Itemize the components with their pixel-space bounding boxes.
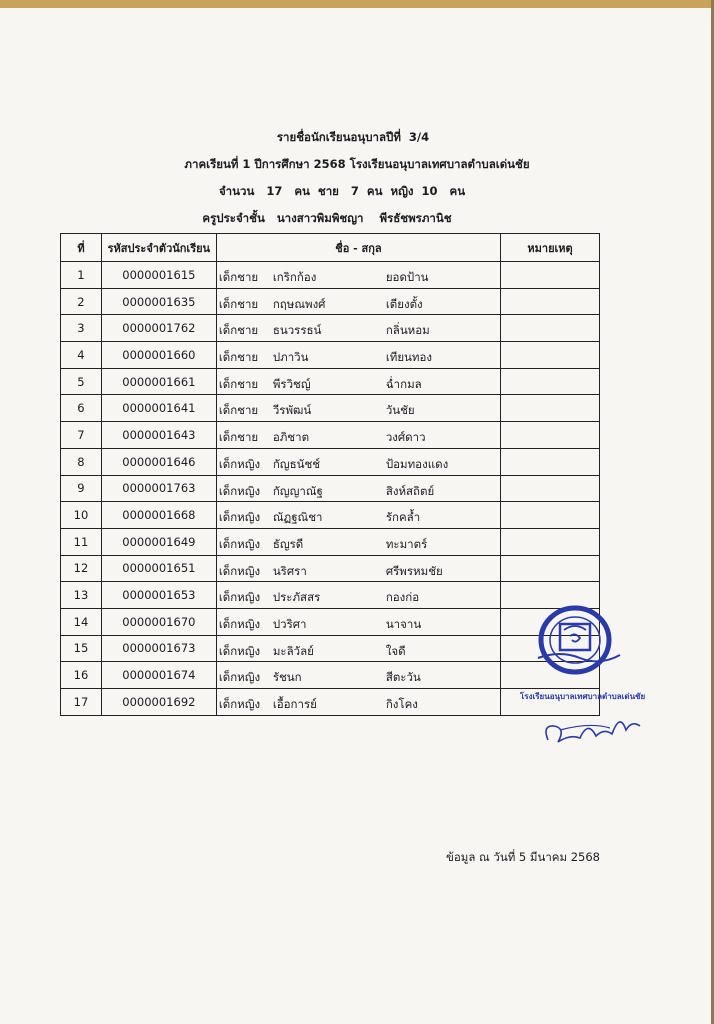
first-name: ปภาวิน [272,350,309,365]
remark-cell [501,395,600,422]
last-name: รักคล้ำ [385,510,421,525]
row-number: 4 [61,342,102,369]
student-name-cell [216,608,500,635]
table-row [61,288,600,315]
student-name-cell [216,502,500,529]
student-roster-table [60,233,600,716]
name-prefix: เด็กหญิง [218,616,261,631]
row-number: 6 [61,395,102,422]
row-number: 14 [61,608,102,635]
table-row [61,342,600,369]
first-name: วีรพัฒน์ [272,403,312,418]
student-id: 0000001674 [101,662,216,689]
teacher-line: ครูประจำชั้น นางสาวพิมพิชญา พีรธัชพรภานิช [202,211,452,225]
table-row [61,448,600,475]
first-name: เอื้อการย์ [272,697,317,711]
student-id: 0000001763 [101,475,216,502]
student-id: 0000001641 [101,395,216,422]
remark-cell [501,555,600,582]
table-row [61,262,600,289]
school-seal-icon [520,600,640,695]
last-name: ทะมาตร์ [385,536,428,551]
name-prefix: เด็กหญิง [218,483,261,498]
table-row [61,395,600,422]
student-id: 0000001649 [101,528,216,555]
name-prefix: เด็กหญิง [218,643,261,658]
col-header-name: ชื่อ - สกุล [216,234,500,262]
table-row [61,528,600,555]
student-name-cell [216,422,500,449]
last-name: กิงโคง [385,697,418,711]
student-name-cell [216,368,500,395]
last-name: สีตะวัน [385,670,421,685]
name-prefix: เด็กชาย [218,376,259,391]
first-name: ธัญรดี [272,536,304,551]
table-row [61,689,600,716]
signature-mark-icon [540,700,650,750]
student-id: 0000001670 [101,608,216,635]
row-number: 9 [61,475,102,502]
last-name: ศรีพรหมชัย [385,563,443,578]
col-header-remark: หมายเหตุ [501,234,600,262]
name-prefix: เด็กหญิง [218,563,261,578]
student-id: 0000001643 [101,422,216,449]
remark-cell [501,368,600,395]
table-row [61,502,600,529]
first-name: ประภัสสร [272,590,321,605]
student-count-line: จำนวน 17 คน ชาย 7 คน หญิง 10 คน [218,184,466,198]
name-prefix: เด็กหญิง [218,456,261,471]
student-name-cell [216,262,500,289]
table-row [61,368,600,395]
table-row [61,422,600,449]
name-prefix: เด็กชาย [218,403,259,418]
table-row [61,662,600,689]
signature [540,700,650,754]
row-number: 3 [61,315,102,342]
term-line: ภาคเรียนที่ 1 ปีการศึกษา 2568 โรงเรียนอนุบาลเทศบาลตำบลเด่นชัย [184,157,530,171]
first-name: พีรวิชญ์ [272,376,311,391]
student-name-cell [216,342,500,369]
remark-cell [501,422,600,449]
table-row [61,315,600,342]
last-name: ป้อมทองแดง [385,456,449,471]
table-row [61,608,600,635]
student-id: 0000001653 [101,582,216,609]
row-number: 5 [61,368,102,395]
row-number: 16 [61,662,102,689]
scan-top-edge [0,0,714,8]
row-number: 11 [61,528,102,555]
row-number: 10 [61,502,102,529]
row-number: 15 [61,635,102,662]
row-number: 7 [61,422,102,449]
student-name-cell [216,662,500,689]
student-id: 0000001661 [101,368,216,395]
remark-cell [501,448,600,475]
name-prefix: เด็กชาย [218,296,259,311]
first-name: ณัฏฐณิชา [272,510,323,525]
name-prefix: เด็กชาย [218,270,259,284]
table-row [61,475,600,502]
school-stamp [520,600,640,699]
remark-cell [501,528,600,555]
first-name: ปวริศา [272,616,307,631]
first-name: มะลิวัลย์ [272,643,314,658]
student-name-cell [216,475,500,502]
row-number: 8 [61,448,102,475]
last-name: ใจดี [385,643,406,658]
student-id: 0000001660 [101,342,216,369]
remark-cell [501,342,600,369]
name-prefix: เด็กหญิง [218,590,261,605]
table-row [61,582,600,609]
data-date-note: ข้อมูล ณ วันที่ 5 มีนาคม 2568 [446,850,600,864]
first-name: อภิชาต [272,430,310,445]
row-number: 2 [61,288,102,315]
name-prefix: เด็กชาย [218,350,259,365]
col-header-number: ที่ [61,234,102,262]
name-prefix: เด็กหญิง [218,697,261,711]
table-row [61,555,600,582]
student-id: 0000001762 [101,315,216,342]
student-name-cell [216,528,500,555]
first-name: กัญญาณัฐ [272,483,323,498]
student-id: 0000001635 [101,288,216,315]
row-number: 13 [61,582,102,609]
first-name: นริศรา [272,563,307,578]
student-id: 0000001692 [101,689,216,716]
table-header-row [61,234,600,262]
name-prefix: เด็กชาย [218,430,259,445]
student-id: 0000001651 [101,555,216,582]
remark-cell [501,475,600,502]
student-name-cell [216,635,500,662]
remark-cell [501,315,600,342]
stamp-school-name: โรงเรียนอนุบาลเทศบาลตำบลเด่นชัย [520,692,646,701]
last-name: วันชัย [385,403,415,418]
last-name: เทียนทอง [385,350,433,365]
last-name: ยอดป้าน [385,270,429,284]
remark-cell [501,262,600,289]
student-name-cell [216,288,500,315]
student-name-cell [216,448,500,475]
student-name-cell [216,395,500,422]
first-name: กฤษณพงศ์ [272,296,326,311]
name-prefix: เด็กชาย [218,323,259,338]
remark-cell [501,288,600,315]
student-name-cell [216,689,500,716]
student-id: 0000001668 [101,502,216,529]
first-name: รัชนก [272,670,302,685]
last-name: วงศ์ดาว [385,430,426,445]
document-header [0,124,714,232]
last-name: กลิ่นหอม [385,323,430,338]
student-id: 0000001646 [101,448,216,475]
student-name-cell [216,555,500,582]
student-name-cell [216,582,500,609]
name-prefix: เด็กหญิง [218,670,261,685]
first-name: กัญธนัชช์ [272,456,321,471]
student-name-cell [216,315,500,342]
name-prefix: เด็กหญิง [218,536,261,551]
row-number: 12 [61,555,102,582]
table-row [61,635,600,662]
first-name: ธนวรรธน์ [272,323,322,338]
name-prefix: เด็กหญิง [218,510,261,525]
student-id: 0000001615 [101,262,216,289]
last-name: นาจาน [385,616,422,631]
last-name: เตียงตั้ง [385,296,423,311]
col-header-student-id: รหัสประจำตัวนักเรียน [101,234,216,262]
student-id: 0000001673 [101,635,216,662]
remark-cell [501,502,600,529]
row-number: 17 [61,689,102,716]
first-name: เกริกก้อง [272,270,317,284]
last-name: กองก่อ [385,590,420,605]
last-name: ฉ่ำกมล [385,376,422,391]
last-name: สิงห์สถิตย์ [385,483,435,498]
row-number: 1 [61,262,102,289]
table-body [61,262,600,716]
document-title: รายชื่อนักเรียนอนุบาลปีที่ 3/4 [276,130,430,144]
